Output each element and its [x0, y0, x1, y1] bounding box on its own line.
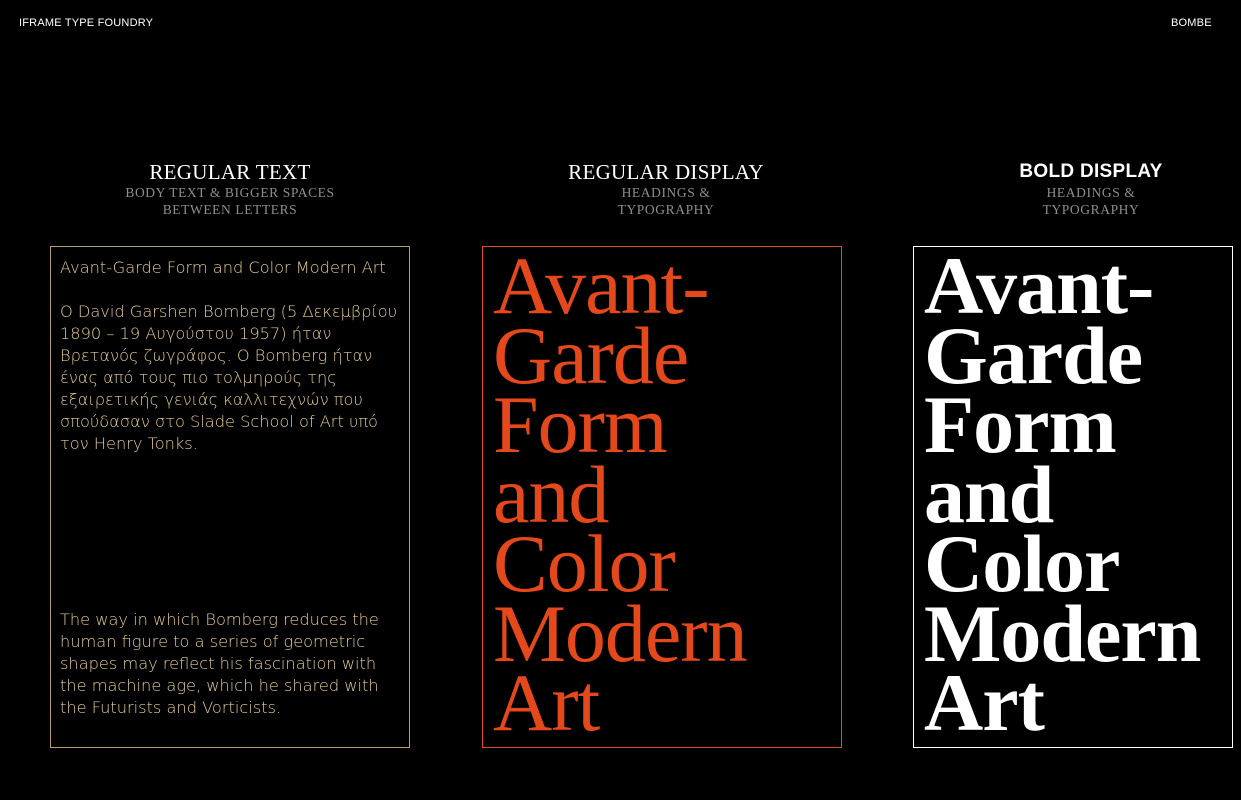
text-card-paragraph-english: The way in which Bomberg reduces the human figure to a series of geometric shapes may reflect his fascination with the machine age, which he shared with the Futurists and Vorticists.	[60, 610, 379, 717]
text-card-title: Avant-Garde Form and Color Modern Art	[60, 258, 386, 277]
display-line: Avant-	[493, 240, 709, 331]
column-heading-regular-text	[80, 160, 380, 218]
bold-line: Garde	[924, 309, 1143, 401]
regular-display-card	[482, 240, 842, 748]
display-line: Form	[493, 379, 667, 470]
column-heading-regular-display	[516, 160, 816, 218]
display-line: Color	[493, 518, 675, 609]
bold-line: Modern	[924, 587, 1201, 679]
column-subtitle: HEADINGS &	[621, 185, 711, 200]
bold-word-list	[924, 240, 1201, 748]
bold-line: Color	[924, 518, 1120, 609]
column-title: BOLD DISPLAY	[1019, 161, 1163, 182]
bold-line: and	[924, 448, 1054, 540]
display-line: and	[493, 448, 609, 540]
column-title: REGULAR DISPLAY	[568, 160, 764, 184]
bold-line: Avant-	[924, 240, 1154, 331]
display-line: Art	[493, 657, 600, 748]
column-title: REGULAR TEXT	[149, 160, 311, 184]
column-subtitle: TYPOGRAPHY	[617, 202, 715, 217]
display-line: Garde	[493, 309, 689, 401]
bold-display-card	[913, 240, 1233, 748]
bold-line: Art	[924, 657, 1044, 748]
bold-line: Form	[924, 379, 1116, 470]
column-subtitle: BODY TEXT & BIGGER SPACES	[125, 185, 335, 200]
regular-text-card	[50, 246, 410, 748]
column-subtitle: BETWEEN LETTERS	[162, 202, 298, 217]
column-heading-bold-display	[941, 160, 1241, 218]
column-subtitle: TYPOGRAPHY	[1042, 202, 1140, 217]
text-card-paragraph-greek: Ο David Garshen Bomberg (5 Δεκεμβρίου 1890 – 19 Αυγούστου 1957) ήταν Βρετανός ζωγράφος. Ο Bomberg ήταν ένας από τους πιο τολμηρούς της εξαιρετικής γενιάς καλλιτεχνών που σπούδασαν στο Slade School of Art υπό τον Henry Tonks.	[60, 302, 398, 453]
foundry-name: IFRAME TYPE FOUNDRY	[19, 17, 154, 29]
column-subtitle: HEADINGS &	[1046, 185, 1136, 200]
display-line: Modern	[493, 587, 747, 679]
font-name: BOMBE	[1171, 17, 1212, 29]
display-word-list	[493, 240, 747, 748]
